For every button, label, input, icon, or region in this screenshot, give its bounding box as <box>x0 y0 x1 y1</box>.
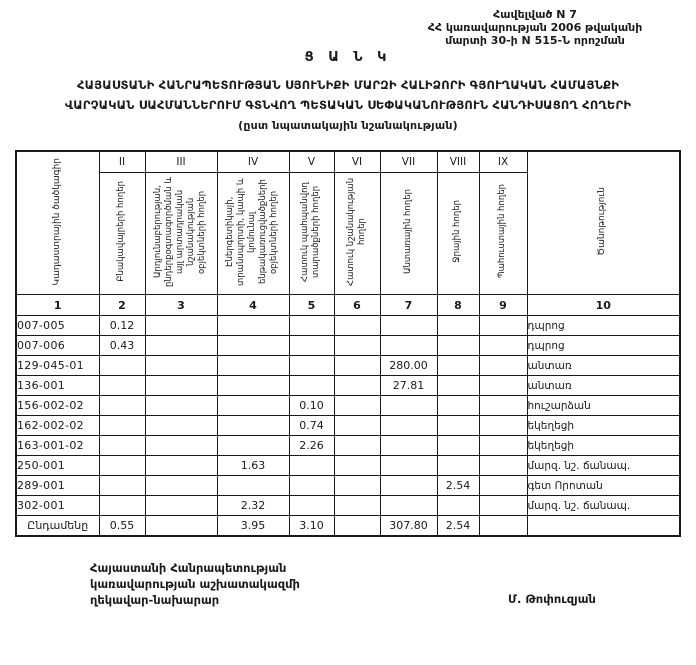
area-value <box>334 476 380 496</box>
roman-III: III <box>145 151 217 173</box>
area-value <box>437 416 479 436</box>
total-row <box>16 516 680 537</box>
area-value <box>380 416 437 436</box>
area-value <box>289 356 334 376</box>
signature-name: Մ. Թոփուզյան <box>508 592 596 606</box>
area-value <box>145 456 217 476</box>
area-value <box>437 376 479 396</box>
colnum-8: 8 <box>437 295 479 316</box>
parcel-code: 302-001 <box>16 496 99 516</box>
area-value <box>99 436 145 456</box>
area-value: 2.32 <box>217 496 289 516</box>
table-row <box>16 476 680 496</box>
footer-line2: կառավարության աշխատակազմի <box>90 577 300 591</box>
footer-line1: Հայաստանի Հանրապետության <box>90 561 287 575</box>
colnum-6: 6 <box>334 295 380 316</box>
area-value <box>380 456 437 476</box>
area-value <box>145 496 217 516</box>
area-value <box>99 496 145 516</box>
area-value <box>437 496 479 516</box>
parcel-code: 007-006 <box>16 336 99 356</box>
parcel-code: 129-045-01 <box>16 356 99 376</box>
note-column-header: Ծանոթություն <box>527 151 680 295</box>
area-value <box>145 376 217 396</box>
header-special-purpose-lands: Հատուկ նշանակության հողեր <box>334 173 380 295</box>
table-row <box>16 336 680 356</box>
area-value <box>217 396 289 416</box>
area-value <box>145 436 217 456</box>
colnum-10: 10 <box>527 295 680 316</box>
area-value <box>479 496 527 516</box>
colnum-7: 7 <box>380 295 437 316</box>
document-title <box>0 50 696 136</box>
area-value <box>217 316 289 336</box>
roman-VI: VI <box>334 151 380 173</box>
area-value <box>437 436 479 456</box>
area-value <box>289 376 334 396</box>
land-category-table <box>15 150 681 537</box>
area-value <box>479 456 527 476</box>
colnum-2: 2 <box>99 295 145 316</box>
area-value <box>99 476 145 496</box>
appendix-line2: ՀՀ կառավարության 2006 թվականի <box>427 21 643 34</box>
total-value: 2.54 <box>437 516 479 537</box>
area-value <box>380 476 437 496</box>
note-cell: դպրոց <box>527 316 680 336</box>
total-value: 3.95 <box>217 516 289 537</box>
footer-line3: ղեկավար-նախարար <box>90 593 220 607</box>
area-value <box>334 496 380 516</box>
area-value <box>479 376 527 396</box>
note-cell: դպրոց <box>527 336 680 356</box>
header-protected-lands: Հատուկ պահպանվող տարածքների հողեր <box>289 173 334 295</box>
table-row <box>16 496 680 516</box>
area-value <box>99 376 145 396</box>
area-value <box>437 356 479 376</box>
area-value <box>289 476 334 496</box>
area-value <box>145 356 217 376</box>
parcel-code: 289-001 <box>16 476 99 496</box>
colnum-3: 3 <box>145 295 217 316</box>
area-value <box>145 316 217 336</box>
note-cell: եկեղեցի <box>527 416 680 436</box>
area-value <box>289 456 334 476</box>
table-row <box>16 316 680 336</box>
total-value <box>334 516 380 537</box>
area-value <box>334 396 380 416</box>
title-line1: ՀԱՅԱՍՏԱՆԻ ՀԱՆՐԱՊԵՏՈՒԹՅԱՆ ՍՅՈՒՆԻՔԻ ՄԱՐԶԻ ՀԱԼԻՁՈՐԻ ԳՅՈՒՂԱԿԱՆ ՀԱՄԱՅՆՔԻ <box>76 78 620 92</box>
note-cell: մարզ. նշ. ճանապ. <box>527 456 680 476</box>
header-reserve-lands: Պահուստային հողեր <box>479 173 527 295</box>
area-value <box>145 396 217 416</box>
area-value <box>437 336 479 356</box>
total-value <box>145 516 217 537</box>
header-residential-lands: Բնակավայրերի հողեր <box>99 173 145 295</box>
total-value: 307.80 <box>380 516 437 537</box>
area-value: 0.43 <box>99 336 145 356</box>
parcel-code: 163-001-02 <box>16 436 99 456</box>
area-value <box>479 356 527 376</box>
area-value: 2.54 <box>437 476 479 496</box>
area-value <box>145 476 217 496</box>
total-value: 0.55 <box>99 516 145 537</box>
area-value <box>479 436 527 456</box>
area-value <box>99 356 145 376</box>
area-value <box>437 396 479 416</box>
area-value <box>99 396 145 416</box>
parcel-code: 007-005 <box>16 316 99 336</box>
parcel-code: 250-001 <box>16 456 99 476</box>
roman-IV: IV <box>217 151 289 173</box>
column-number-row <box>16 295 680 316</box>
note-cell: անտառ <box>527 376 680 396</box>
note-cell: մարզ. նշ. ճանապ. <box>527 496 680 516</box>
header-industrial-lands: Արդյունաբերության, ընդերքօգտագործման և այլ արտադրական նշանակության օբյեկտների հողեր <box>145 173 217 295</box>
colnum-1: 1 <box>16 295 99 316</box>
area-value <box>217 356 289 376</box>
area-value <box>334 336 380 356</box>
colnum-5: 5 <box>289 295 334 316</box>
area-value <box>217 416 289 436</box>
cadastral-code-header: Կադաստրային ծածկագիր <box>16 151 99 295</box>
signatory-title-block <box>90 560 300 608</box>
area-value: 0.74 <box>289 416 334 436</box>
note-cell: հուշարձան <box>527 396 680 416</box>
title-line3: (ըստ նպատակային նշանակության) <box>238 119 458 132</box>
area-value <box>334 416 380 436</box>
roman-IX: IX <box>479 151 527 173</box>
total-label: Ընդամենը <box>16 516 99 537</box>
area-value: 2.26 <box>289 436 334 456</box>
appendix-line1: Հավելված N 7 <box>493 8 577 21</box>
note-cell: եկեղեցի <box>527 436 680 456</box>
header-infrastructure-lands: Էներգետիկայի, տրանսպորտի, կապի և կոմունալ ենթակառուցվածքների օբյեկտների հողեր <box>217 173 289 295</box>
title-line2: ՎԱՐՉԱԿԱՆ ՍԱՀՄԱՆՆԵՐՈՒՄ ԳՏՆՎՈՂ ՊԵՏԱԿԱՆ ՍԵՓԱԿԱՆՈՒԹՅՈՒՆ ՀԱՆԴԻՍԱՑՈՂ ՀՈՂԵՐԻ <box>64 98 632 112</box>
area-value <box>289 336 334 356</box>
area-value: 0.10 <box>289 396 334 416</box>
area-value <box>437 456 479 476</box>
appendix-line3: մարտի 30-ի N 515-Ն որոշման <box>445 34 625 47</box>
area-value <box>479 336 527 356</box>
note-cell: գետ Որոտան <box>527 476 680 496</box>
table-row <box>16 416 680 436</box>
area-value <box>334 316 380 336</box>
area-value <box>479 476 527 496</box>
area-value <box>437 316 479 336</box>
area-value <box>334 356 380 376</box>
colnum-9: 9 <box>479 295 527 316</box>
header-forest-lands: Անտառային հողեր <box>380 173 437 295</box>
roman-VIII: VIII <box>437 151 479 173</box>
area-value <box>289 496 334 516</box>
area-value <box>217 376 289 396</box>
header-water-lands: Ջրային հողեր <box>437 173 479 295</box>
area-value <box>217 476 289 496</box>
parcel-code: 162-002-02 <box>16 416 99 436</box>
area-value <box>479 396 527 416</box>
parcel-code: 136-001 <box>16 376 99 396</box>
area-value <box>479 416 527 436</box>
table-body <box>16 316 680 537</box>
area-value <box>334 456 380 476</box>
roman-II: II <box>99 151 145 173</box>
table-row <box>16 356 680 376</box>
area-value <box>145 336 217 356</box>
roman-V: V <box>289 151 334 173</box>
area-value: 0.12 <box>99 316 145 336</box>
note-cell: անտառ <box>527 356 680 376</box>
area-value <box>479 316 527 336</box>
table-row <box>16 436 680 456</box>
total-value: 3.10 <box>289 516 334 537</box>
area-value: 1.63 <box>217 456 289 476</box>
area-value <box>217 436 289 456</box>
colnum-4: 4 <box>217 295 289 316</box>
title-heading: Ց Ա Ն Կ <box>304 50 392 65</box>
area-value <box>380 436 437 456</box>
table-row <box>16 396 680 416</box>
area-value: 280.00 <box>380 356 437 376</box>
appendix-reference <box>405 8 665 47</box>
area-value <box>99 456 145 476</box>
area-value: 27.81 <box>380 376 437 396</box>
area-value <box>99 416 145 436</box>
total-value <box>479 516 527 537</box>
total-note-cell <box>527 516 680 537</box>
area-value <box>380 496 437 516</box>
area-value <box>289 316 334 336</box>
area-value <box>334 376 380 396</box>
roman-numeral-row <box>16 151 680 173</box>
area-value <box>145 416 217 436</box>
parcel-code: 156-002-02 <box>16 396 99 416</box>
area-value <box>380 316 437 336</box>
roman-VII: VII <box>380 151 437 173</box>
area-value <box>217 336 289 356</box>
area-value <box>380 336 437 356</box>
table-row <box>16 456 680 476</box>
area-value <box>380 396 437 416</box>
table-row <box>16 376 680 396</box>
area-value <box>334 436 380 456</box>
